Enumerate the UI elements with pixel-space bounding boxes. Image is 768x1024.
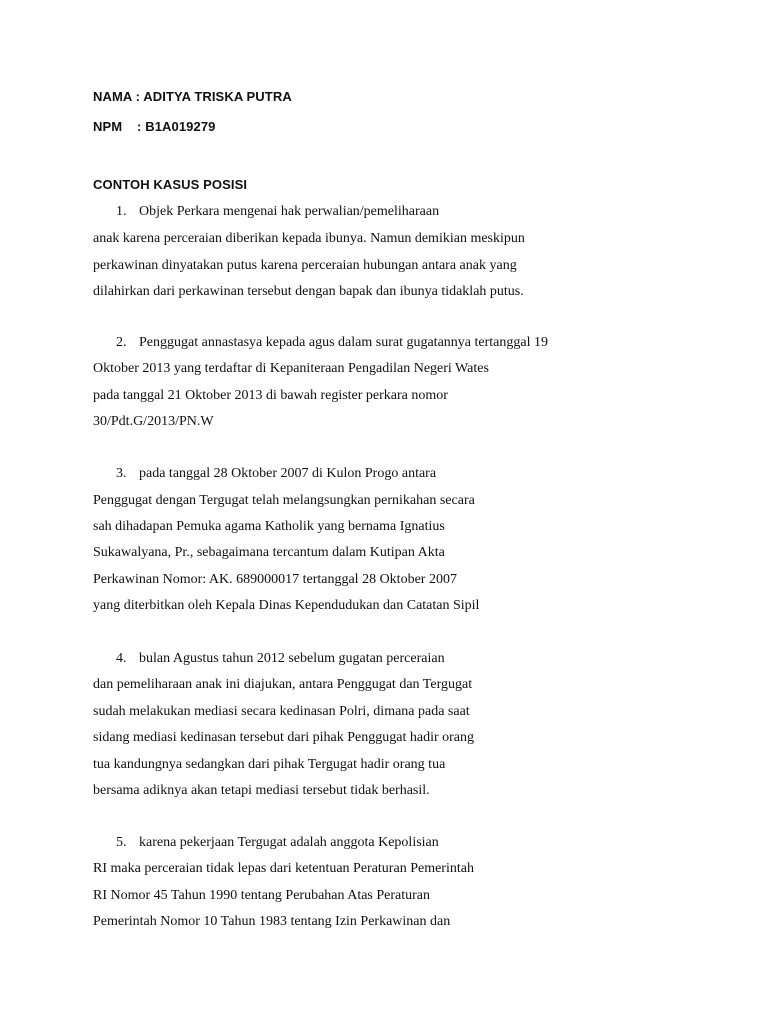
- item-4-line: sudah melakukan mediasi secara kedinasan Polri, dimana pada saat: [93, 704, 470, 719]
- item-3-line: Sukawalyana, Pr., sebagaimana tercantum dalam Kutipan Akta: [93, 545, 445, 560]
- item-4-number: 4.: [116, 651, 127, 666]
- item-4-line: bersama adiknya akan tetapi mediasi tersebut tidak berhasil.: [93, 783, 430, 798]
- npm-value: B1A019279: [145, 119, 216, 134]
- item-3-number: 3.: [116, 466, 127, 481]
- item-4-first-line: bulan Agustus tahun 2012 sebelum gugatan perceraian: [139, 651, 445, 666]
- item-3-line: yang diterbitkan oleh Kepala Dinas Kependudukan dan Catatan Sipil: [93, 598, 480, 613]
- item-1-first-line: Objek Perkara mengenai hak perwalian/pemeliharaan: [139, 204, 440, 219]
- item-4-line: dan pemeliharaan anak ini diajukan, antara Penggugat dan Tergugat: [93, 677, 473, 692]
- item-4-line: sidang mediasi kedinasan tersebut dari pihak Penggugat hadir orang: [93, 730, 475, 745]
- section-title: CONTOH KASUS POSISI: [93, 177, 248, 192]
- item-1-number: 1.: [116, 204, 127, 219]
- item-1-line: anak karena perceraian diberikan kepada ibunya. Namun demikian meskipun: [93, 231, 525, 246]
- nama-label: NAMA: [93, 89, 132, 104]
- item-2-line: pada tanggal 21 Oktober 2013 di bawah register perkara nomor: [93, 388, 448, 403]
- npm-line: NPM : B1A019279: [93, 119, 216, 134]
- item-3-first-line: pada tanggal 28 Oktober 2007 di Kulon Progo antara: [139, 466, 437, 481]
- item-1-line: perkawinan dinyatakan putus karena perceraian hubungan antara anak yang: [93, 258, 517, 273]
- item-5-first-line: karena pekerjaan Tergugat adalah anggota Kepolisian: [139, 835, 439, 850]
- item-5-line: RI Nomor 45 Tahun 1990 tentang Perubahan Atas Peraturan: [93, 888, 431, 903]
- item-2-first-line: Penggugat annastasya kepada agus dalam surat gugatannya tertanggal 19: [139, 335, 548, 350]
- nama-value: ADITYA TRISKA PUTRA: [143, 89, 292, 104]
- item-3-line: Perkawinan Nomor: AK. 689000017 tertanggal 28 Oktober 2007: [93, 572, 457, 587]
- nama-line: NAMA : ADITYA TRISKA PUTRA: [93, 89, 292, 104]
- item-3-line: sah dihadapan Pemuka agama Katholik yang bernama Ignatius: [93, 519, 445, 534]
- npm-label: NPM: [93, 119, 123, 134]
- item-3-line: Penggugat dengan Tergugat telah melangsungkan pernikahan secara: [93, 493, 475, 508]
- item-5-number: 5.: [116, 835, 127, 850]
- item-5-line: Pemerintah Nomor 10 Tahun 1983 tentang Izin Perkawinan dan: [93, 914, 451, 929]
- item-2-number: 2.: [116, 335, 127, 350]
- item-5-line: RI maka perceraian tidak lepas dari ketentuan Peraturan Pemerintah: [93, 861, 474, 876]
- item-2-line: 30/Pdt.G/2013/PN.W: [93, 414, 214, 429]
- item-4-line: tua kandungnya sedangkan dari pihak Tergugat hadir orang tua: [93, 757, 446, 772]
- item-1-line: dilahirkan dari perkawinan tersebut dengan bapak dan ibunya tidaklah putus.: [93, 284, 524, 299]
- item-2-line: Oktober 2013 yang terdaftar di Kepaniteraan Pengadilan Negeri Wates: [93, 361, 489, 376]
